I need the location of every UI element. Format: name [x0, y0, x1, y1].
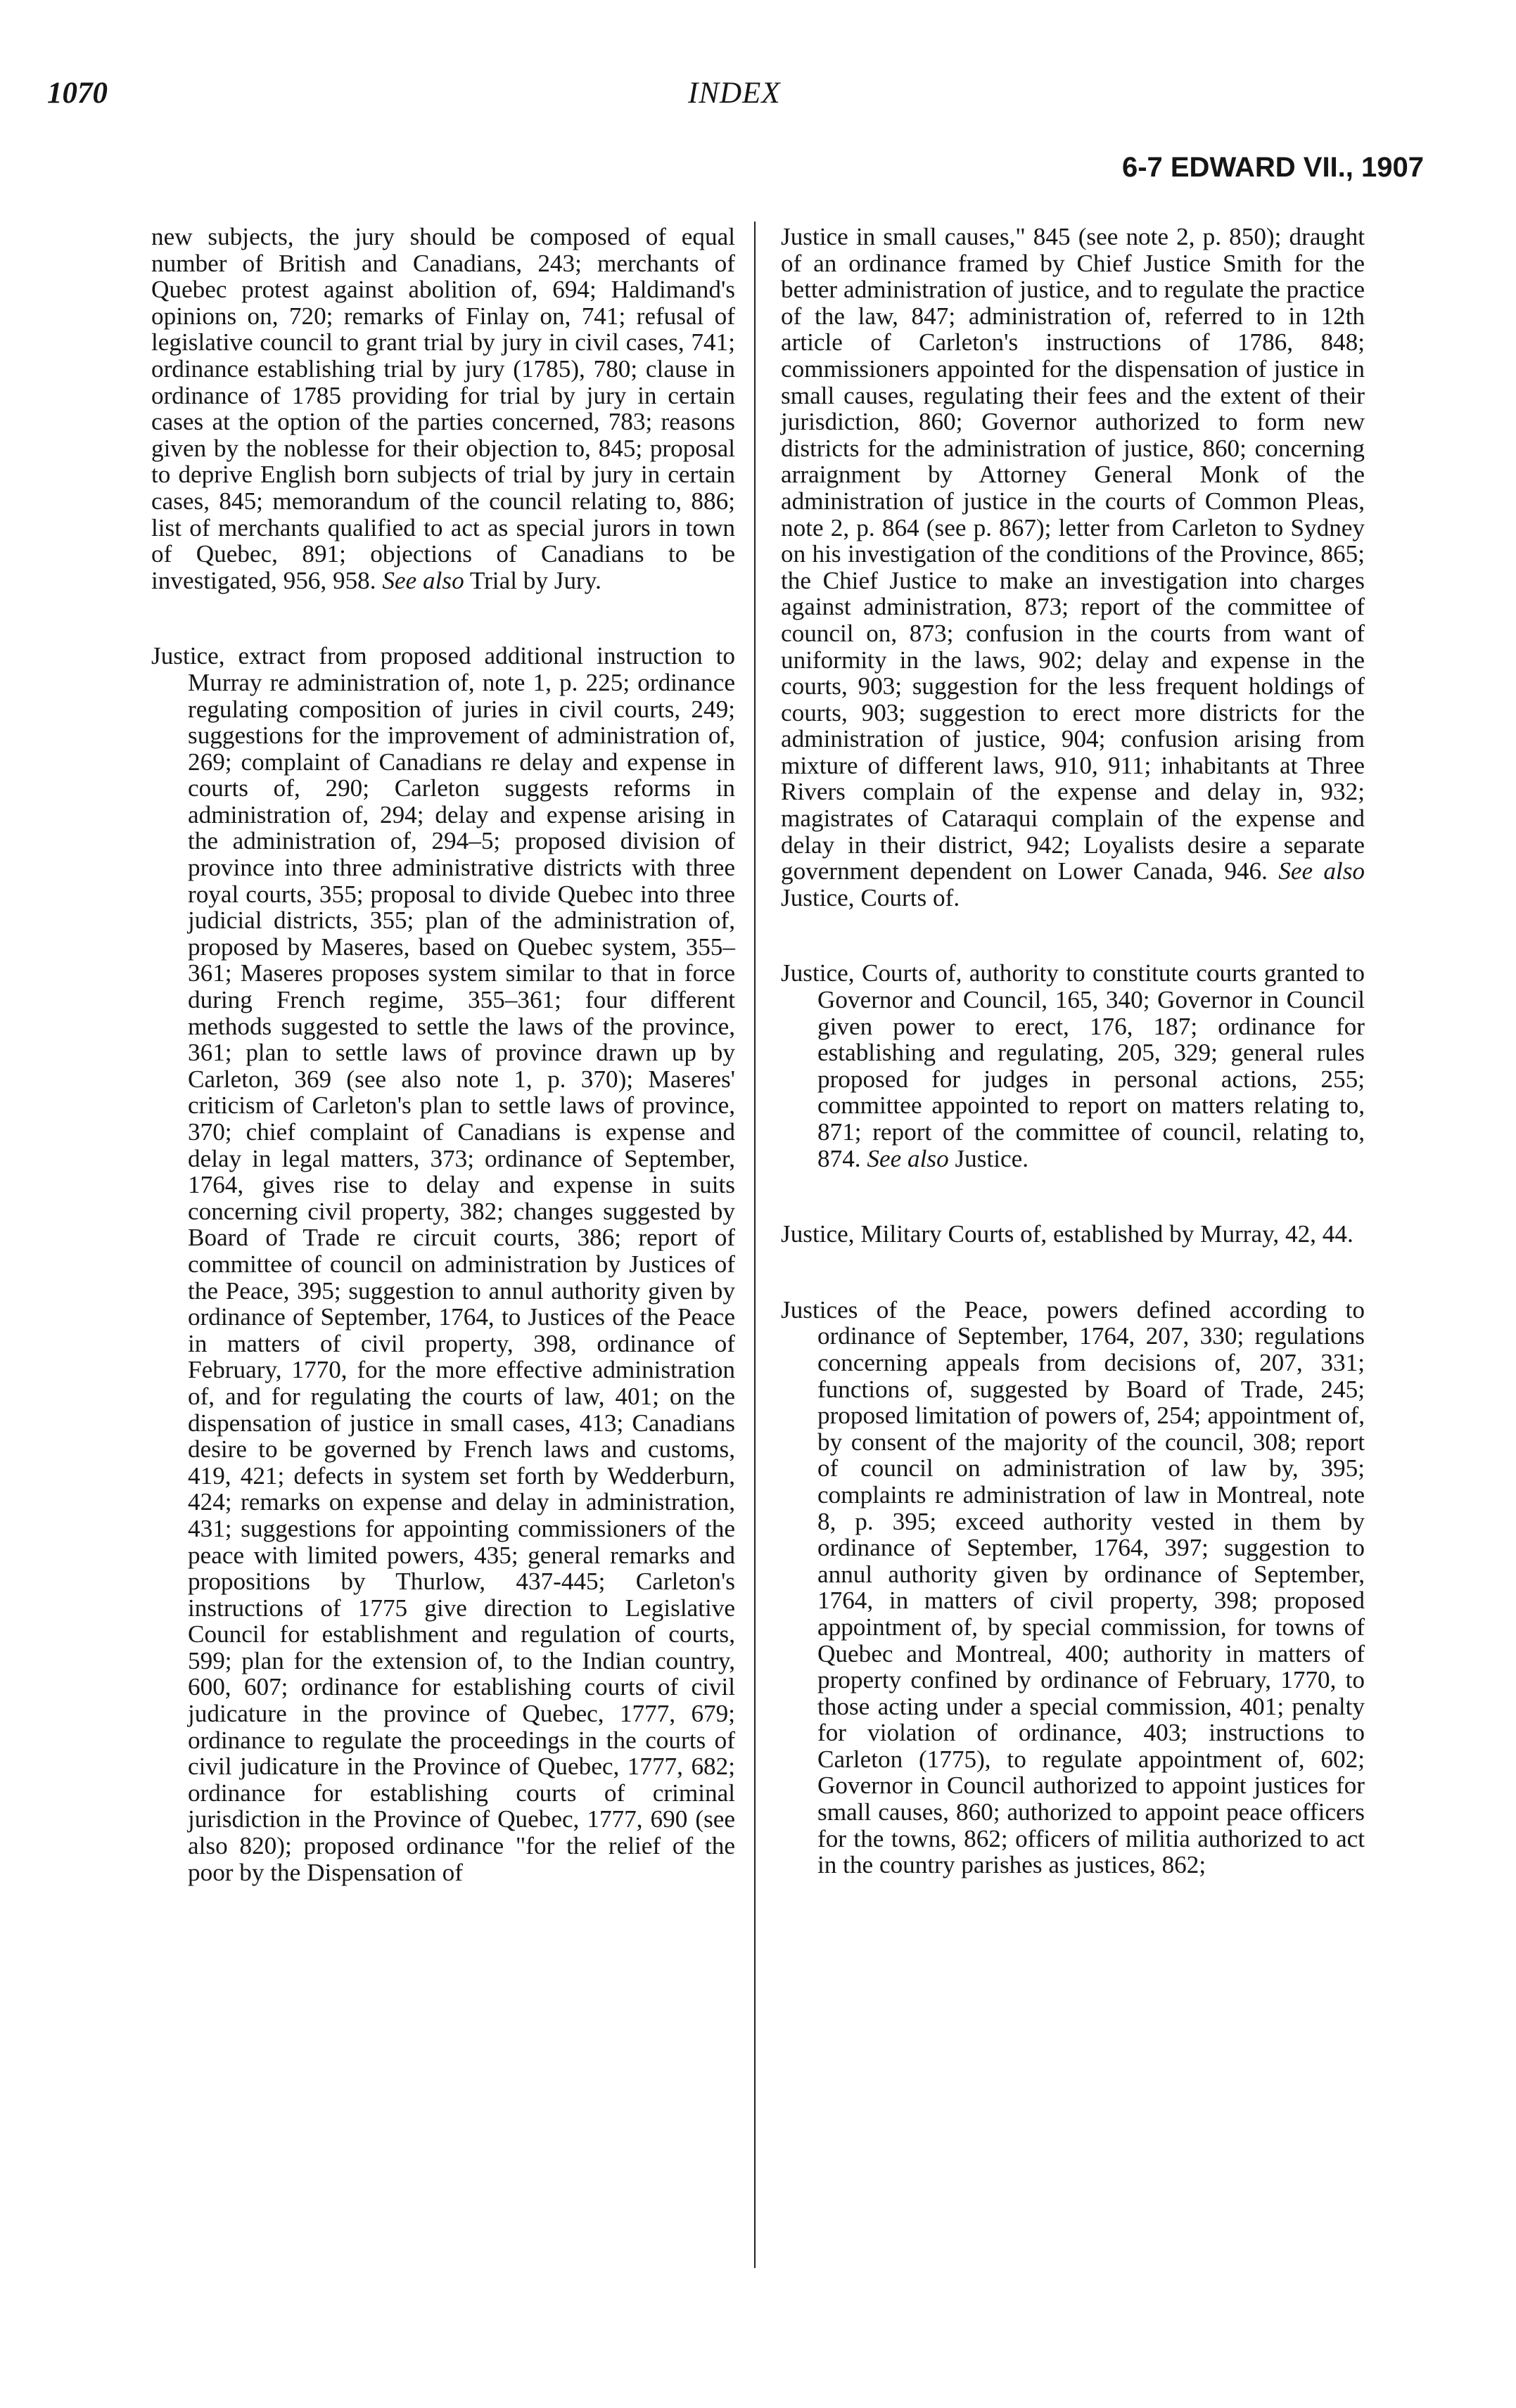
index-column-right	[781, 224, 1365, 1928]
see-also-target: Trial by Jury.	[464, 566, 601, 594]
index-entry	[781, 1221, 1365, 1248]
entry-text: Justice, Courts of, authority to constitute courts granted to Governor and Council, 165, 340; Governor in Council given power to erect, 176, 187; ordinance for establishing and regulating, 205, 329; general rules proposed for judges in personal actions, 255; committee appointed to report on matters relating to, 871; report of the committee of council, relating to, 874.	[781, 959, 1365, 1172]
column-divider	[754, 222, 756, 2268]
page-number: 1070	[47, 77, 108, 110]
see-also-label: See also	[382, 566, 464, 594]
see-also-target: Justice, Courts of.	[781, 883, 960, 911]
index-entry	[781, 224, 1365, 911]
entry-text: new subjects, the jury should be composed of equal number of British and Canadians, 243; merchants of Quebec protest against abolition of, 694; Haldimand's opinions on, 720; remarks of Finlay on, 741; refusal of legislative council to grant trial by jury in civil cases, 741; ordinance establishing trial by jury (1785), 780; clause in ordinance of 1785 providing for trial by jury in certain cases at the option of the parties concerned, 783; reasons given by the noblesse for their objection to, 845; proposal to deprive English born subjects of trial by jury in certain cases, 845; memorandum of the council relating to, 886; list of merchants qualified to act as special jurors in town of Quebec, 891; objections of Canadians to be investigated, 956, 958.	[151, 223, 735, 594]
running-title: INDEX	[688, 77, 781, 110]
entry-text: Justice in small causes," 845 (see note 2, p. 850); draught of an ordinance framed by Chief Justice Smith for the better administration of justice, and to regulate the practice of the law, 847; administration of, referred to in 12th article of Carleton's instructions of 1786, 848; commissioners appointed for the dispensation of justice in small causes, regulating their fees and the extent of their jurisdiction, 860; Governor authorized to form new districts for the administration of justice, 860; concerning arraignment by Attorney General Monk of the administration of justice in the courts of Common Pleas, note 2, p. 864 (see p. 867); letter from Carleton to Sydney on his investigation of the conditions of the Province, 865; the Chief Justice to make an investigation into charges against administration, 873; report of the committee of council on, 873; confusion in the courts from want of uniformity in the laws, 902; delay and expense in the courts, 903; suggestion for the less frequent holdings of courts, 903; suggestion to erect more districts for the administration of justice, 904; confusion arising from mixture of different laws, 910, 911; inhabitants at Three Rivers complain of the expense and delay in, 932; magistrates of Cataraqui complain of the expense and delay in their district, 942; Loyalists desire a separate government dependent on Lower Canada, 946.	[781, 223, 1365, 885]
entry-text: Justice, Military Courts of, established by Murray, 42, 44.	[781, 1220, 1353, 1248]
entry-text: Justice, extract from proposed additional instruction to Murray re administration of, note 1, p. 225; ordinance regulating composition of juries in civil courts, 249; suggestions for the improvement of administration of, 269; complaint of Canadians re delay and expense in courts of, 290; Carleton suggests reforms in administration of, 294; delay and expense arising in the administration of, 294–5; proposed division of province into three administrative districts with three royal courts, 355; proposal to divide Quebec into three judicial districts, 355; plan of the administration of, proposed by Maseres, based on Quebec system, 355–361; Maseres proposes system similar to that in force during French regime, 355–361; four different methods suggested to settle the laws of the province, 361; plan to settle laws of province drawn up by Carleton, 369 (see also note 1, p. 370); Maseres' criticism of Carleton's plan to settle laws of province, 370; chief complaint of Canadians is expense and delay in legal matters, 373; ordinance of September, 1764, gives rise to delay and expense in suits concerning civil property, 382; changes suggested by Board of Trade re circuit courts, 386; report of committee of council on administration by Justices of the Peace, 395; suggestion to annul authority given by ordinance of September, 1764, to Justices of the Peace in matters of civil property, 398, ordinance of February, 1770, for the more effective administration of, and for regulating the courts of law, 401; on the dispensation of justice in small cases, 413; Canadians desire to be governed by French laws and customs, 419, 421; defects in system set forth by Wedderburn, 424; remarks on expense and delay in administration, 431; suggestions for appointing commissioners of the peace with limited powers, 435; general remarks and propositions by Thurlow, 437-445; Carleton's instructions of 1775 give direction to Legislative Council for establishment and regulation of courts, 599; plan for the extension of, to the Indian country, 600, 607; ordinance for establishing courts of civil judicature in the province of Quebec, 1777, 679; ordinance to regulate the proceedings in the courts of civil judicature in the Province of Quebec, 1777, 682; ordinance for establishing courts of criminal jurisdiction in the Province of Quebec, 1777, 690 (see also 820); proposed ordinance "for the relief of the poor by the Dispensation of	[151, 642, 735, 1886]
see-also-label: See also	[867, 1144, 949, 1172]
entry-text: Justices of the Peace, powers defined according to ordinance of September, 1764, 207, 330; regulations concerning appeals from decisions of, 207, 331; functions of, suggested by Board of Trade, 245; proposed limitation of powers of, 254; appointment of, by consent of the majority of the council, 308; report of council on administration of law by, 395; complaints re administration of law in Montreal, note 8, p. 395; exceed authority vested in them by ordinance of September, 1764, 397; suggestion to annul authority given by ordinance of September, 1764, in matters of civil property, 398; proposed appointment of, by special commission, for towns of Quebec and Montreal, 400; authority in matters of property confined by ordinance of February, 1770, to those acting under a special commission, 401; penalty for violation of ordinance, 403; instructions to Carleton (1775), to regulate appointment of, 602; Governor in Council authorized to appoint justices for small causes, 860; authorized to appoint peace officers for the towns, 862; officers of militia authorized to act in the country parishes as justices, 862;	[781, 1295, 1365, 1879]
session-heading: 6-7 EDWARD VII., 1907	[1121, 152, 1424, 183]
index-entry	[781, 960, 1365, 1172]
index-column-left	[151, 224, 735, 1935]
index-entry	[151, 643, 735, 1885]
index-entry	[151, 224, 735, 594]
see-also-label: See also	[1278, 857, 1365, 885]
index-entry	[781, 1297, 1365, 1878]
see-also-target: Justice.	[948, 1144, 1029, 1172]
